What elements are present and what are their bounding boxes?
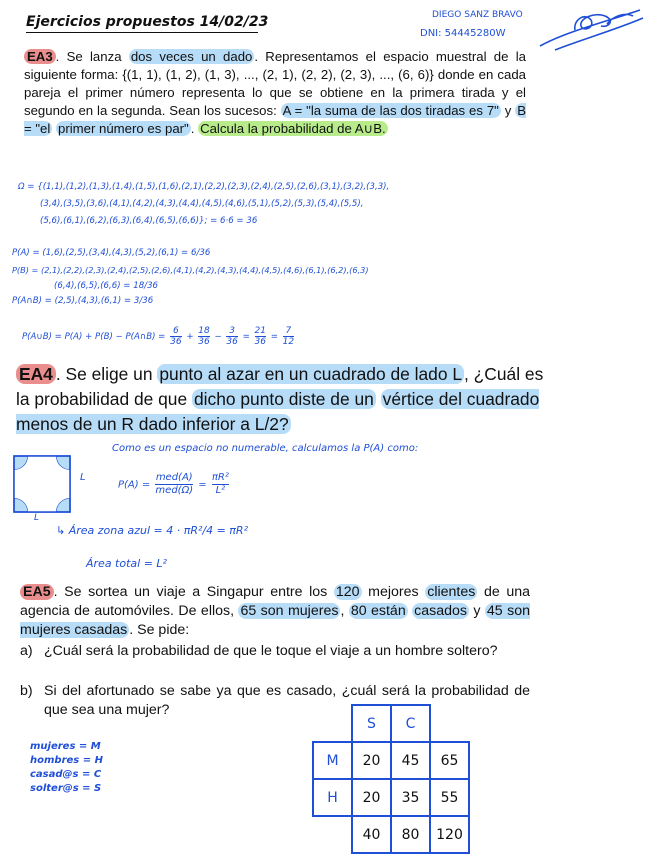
table-cell: 45 [391,742,430,779]
ea3-omega-line2: (3,4),(3,5),(3,6),(4,1),(4,2),(4,3),(4,4),(4,5),(4,6),(5,1),(5,2),(5,3),(5,4),(5,5), [40,199,364,209]
ea4-statement: EA4 . Se elige un punto al azar en un cuadrado de lado L , ¿Cuál es la probabilidad de que dicho punto diste de un vértice del cuadrado menos de un R dado inferior a L/2? [16,364,544,434]
ea4-pa-formula: P(A) = $\frac{\text{med(A)}}{\text{med(Ω)}}$ = $\frac{\text{πR²}}{\text{L²}}$ [118,472,229,496]
ea4-area-total: Área total = L² [86,557,167,570]
ea3-union: P(A∪B) = P(A) + P(B) − P(A∩B) = $\frac{6}{36}$ + $\frac{18}{36}$ − $\frac{3}{36}$ = $\frac{21}{36}$ = $\frac{7}{12}$ [22,326,295,347]
table-row [313,705,469,742]
legend-item: solter@s = S [30,783,102,794]
ea3-omega-line3: (5,6),(6,1),(6,2),(6,3),(6,4),(6,5),(6,6)}; = 6·6 = 36 [40,216,258,226]
table-row [313,779,469,816]
square-diagram [8,450,76,516]
table-cell [313,816,352,853]
table-cell: 20 [352,742,391,779]
ea4-tag: EA4 [16,364,56,384]
table-cell: 35 [391,779,430,816]
bottom-label-l: L [34,513,40,523]
author-name: DIEGO SANZ BRAVO [432,10,523,20]
ea5-question-b: b) Si del afortunado se sabe ya que es casado, ¿cuál será la probabilidad de que sea una mujer? [20,683,530,718]
legend-item: casad@s = C [30,769,102,780]
title-underline [26,32,258,33]
legend-item: hombres = H [30,755,103,766]
table-cell: 20 [352,779,391,816]
frac-pb: $\frac{18}{36}$ [198,326,210,347]
ea5-legend [30,740,103,796]
frac-pa: $\frac{6}{36}$ [170,326,182,347]
ea5-statement: EA5 . Se sortea un viaje a Singapur entre los 120 mejores clientes de una agencia de automóviles. De ellos, 65 son mujeres , 80 están casados y 45 son mujeres casadas . Se pide: [20,584,531,638]
table-cell: 40 [352,816,391,853]
frac-pab: $\frac{3}{36}$ [226,326,238,347]
table-row [313,742,469,779]
page-title: Ejercicios propuestos 14/02/23 [26,14,269,30]
ea3-tag: EA3 [24,49,56,64]
table-cell: 120 [430,816,469,853]
side-label-l: L [80,472,86,483]
ea3-pa: P(A) = (1,6),(2,5),(3,4),(4,3),(5,2),(6,1) = 6/36 [12,248,211,258]
ea5-tag: EA5 [20,584,54,600]
table-cell [430,705,469,742]
ea3-statement: EA3 . Se lanza dos veces un dado . Representamos el espacio muestral de la siguiente forma: {(1, 1), (1, 2), (1, 3), ..., (2, 1), (2, 2), (2, 3), ..., (6, 6)} donde en cada pareja el primer número representa lo que se obtiene en la primera tirada y el segundo en la segunda. Sean los sucesos: A = "la suma de las dos tiradas es 7" y B = "el primer número es par" . Calcula la probabilidad de A∪B. [24,49,526,136]
ea3-omega-line1: Ω = {(1,1),(1,2),(1,3),(1,4),(1,5),(1,6),(2,1),(2,2),(2,3),(2,4),(2,5),(2,6),(3,1),(3,2),(3,3), [18,182,390,192]
frac-sum: $\frac{21}{36}$ [254,326,266,347]
table-cell: S [352,705,391,742]
table-row [313,816,469,853]
ea4-area-blue: ↳ Área zona azul = 4 · πR²/4 = πR² [56,524,248,537]
signature [535,2,645,54]
ea4-note: Como es un espacio no numerable, calculamos la P(A) como: [112,443,419,454]
table-cell [313,705,352,742]
table-cell: 55 [430,779,469,816]
table-cell: 65 [430,742,469,779]
ea3-pab: P(A∩B) = (2,5),(4,3),(6,1) = 3/36 [12,296,154,306]
contingency-table [312,704,470,854]
ea5-question-a: a) ¿Cuál será la probabilidad de que le toque el viaje a un hombre soltero? [20,643,498,659]
table-cell: 80 [391,816,430,853]
table-cell: C [391,705,430,742]
table-cell: H [313,779,352,816]
frac-result: $\frac{7}{12}$ [282,326,295,347]
table-cell: M [313,742,352,779]
legend-item: mujeres = M [30,741,101,752]
ea3-pb-line1: P(B) = (2,1),(2,2),(2,3),(2,4),(2,5),(2,6),(4,1),(4,2),(4,3),(4,4),(4,5),(4,6),(6,1),(6,2),(6,3) [12,265,369,275]
ea3-pb-line2: (6,4),(6,5),(6,6) = 18/36 [54,281,159,291]
author-dni: DNI: 54445280W [420,28,506,39]
